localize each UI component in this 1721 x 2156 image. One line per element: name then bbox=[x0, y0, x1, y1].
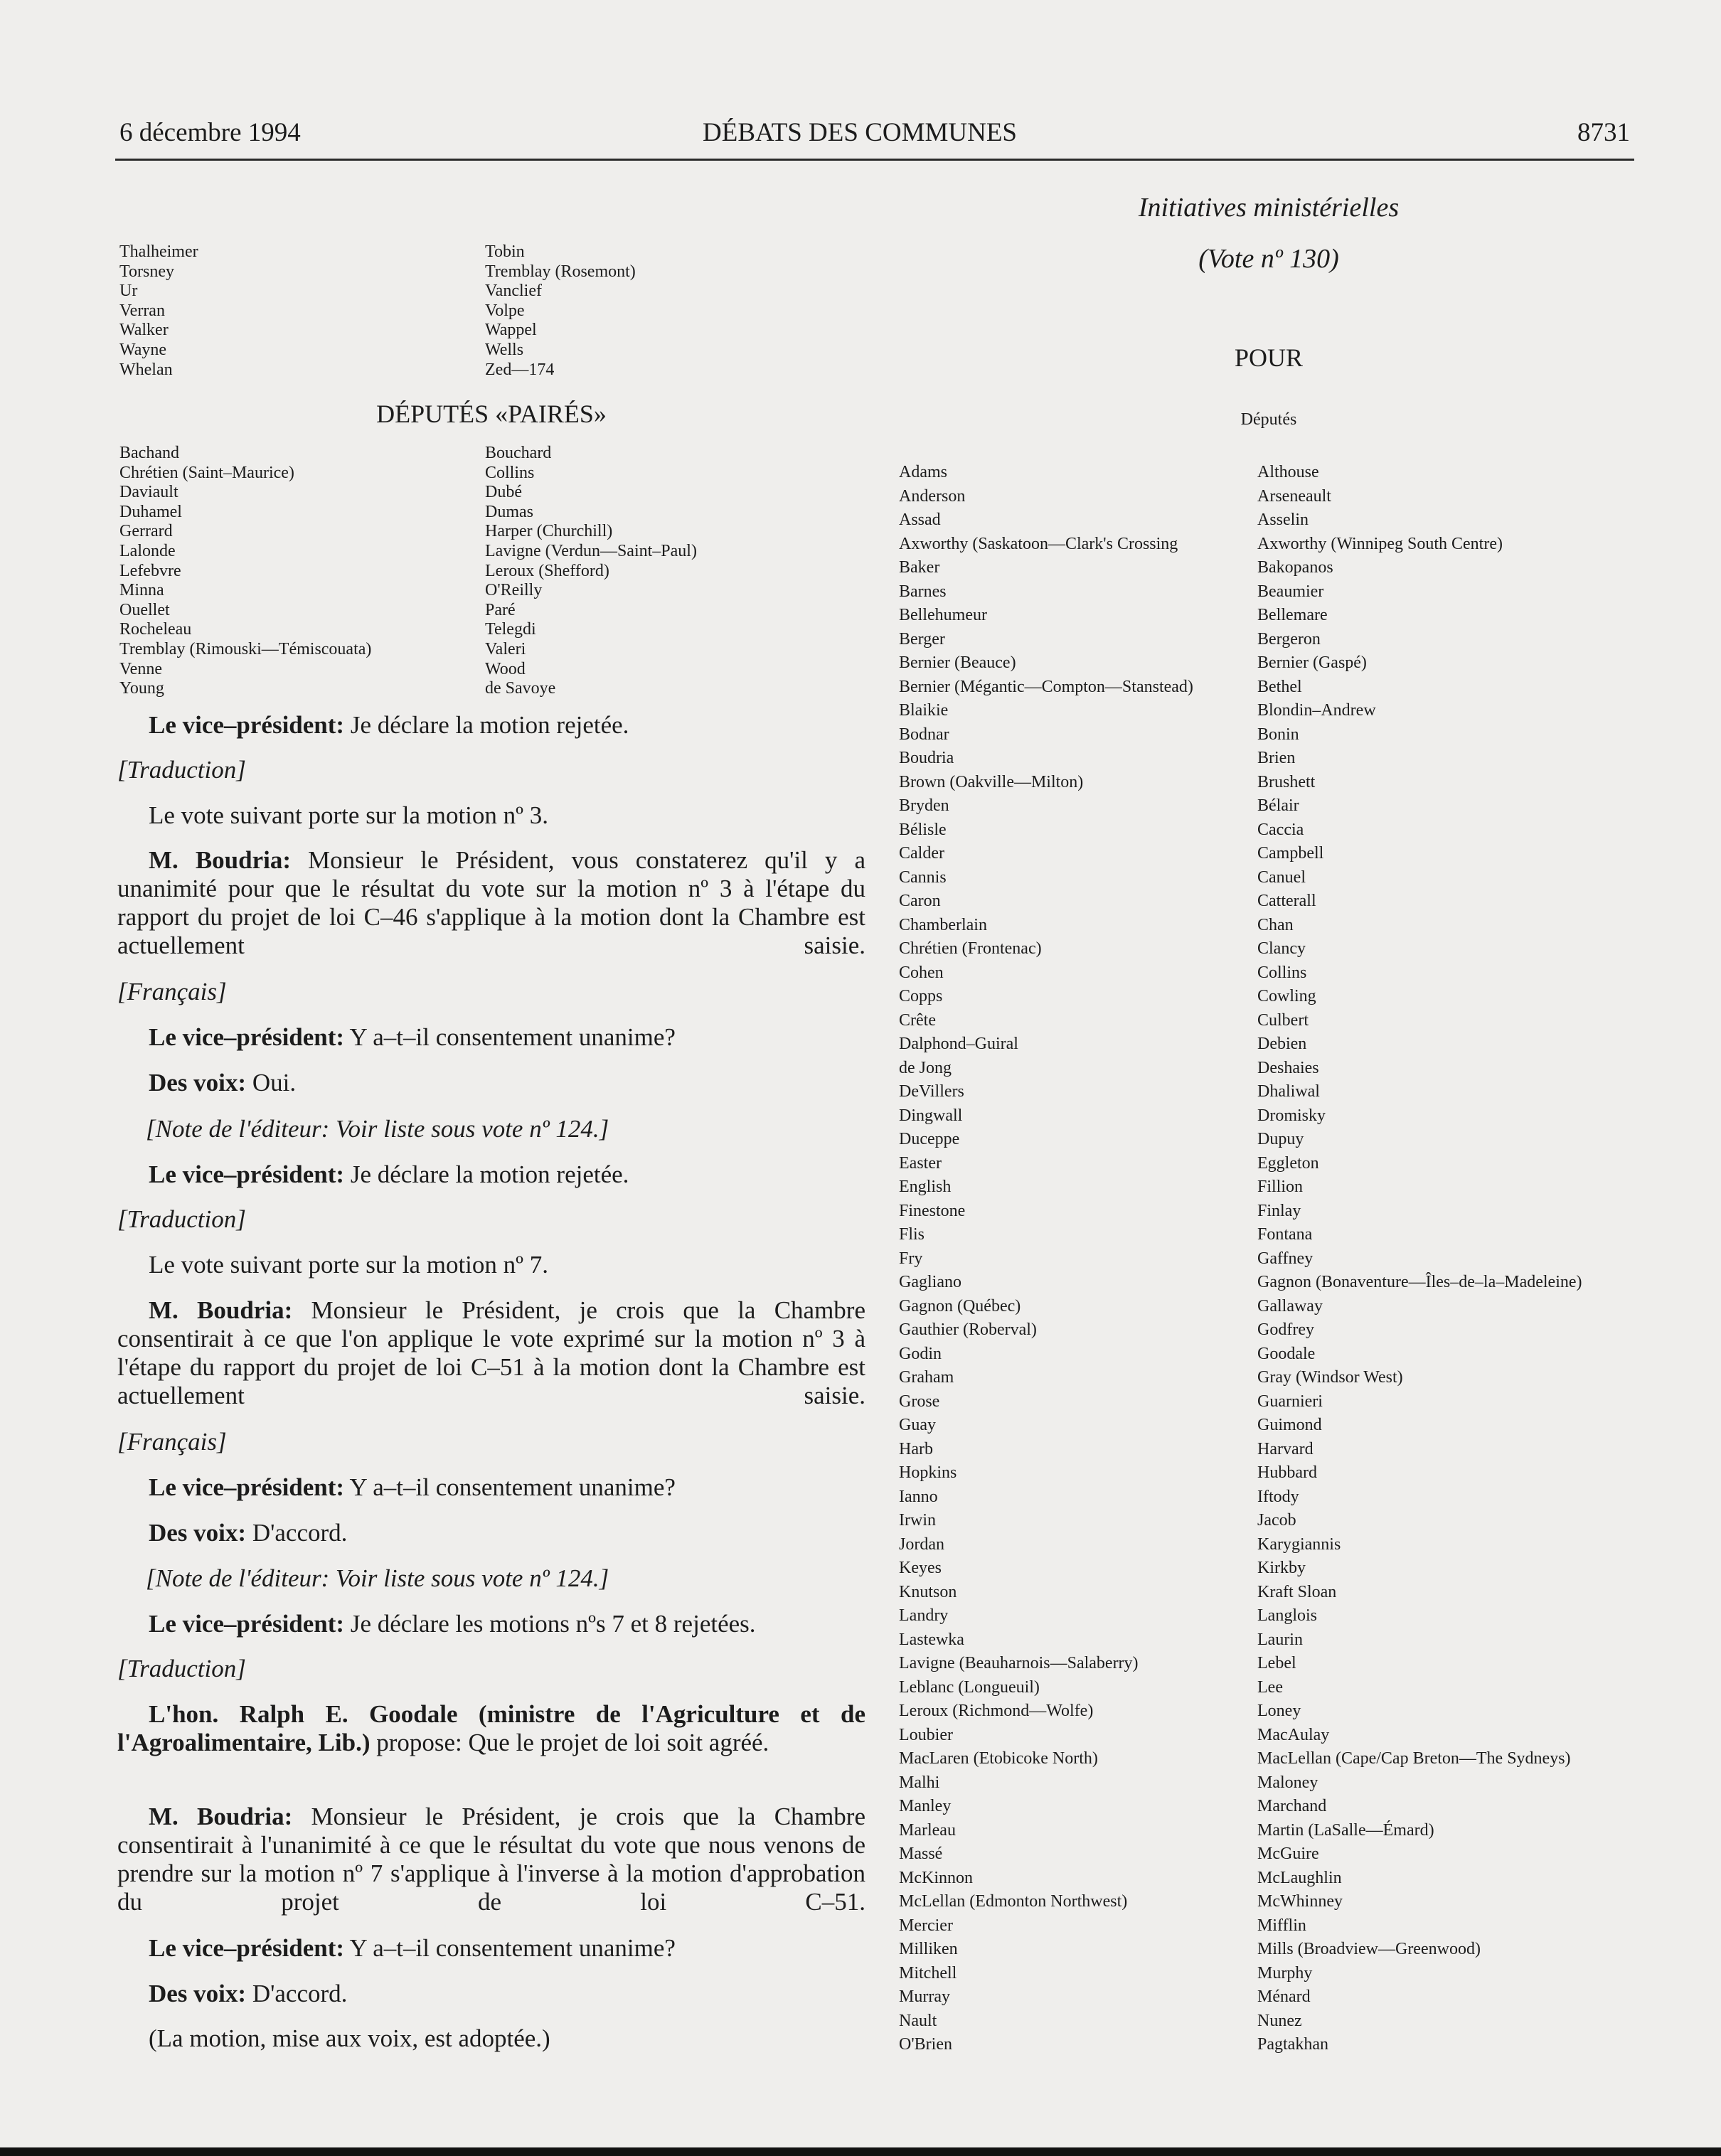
debate-paragraph bbox=[117, 1700, 865, 1757]
name-list-left-a bbox=[119, 242, 198, 380]
list-item: Arseneault bbox=[1257, 486, 1331, 506]
list-item: McGuire bbox=[1257, 1845, 1319, 1863]
list-item: Valeri bbox=[485, 639, 526, 658]
list-item: Barnes bbox=[899, 582, 947, 601]
language-note: [Français] bbox=[117, 1428, 227, 1456]
list-item: Bernier (Gaspé) bbox=[1257, 653, 1367, 672]
list-item: Maloney bbox=[1257, 1773, 1318, 1792]
list-item: Milliken bbox=[899, 1940, 958, 1958]
list-item: DeVillers bbox=[899, 1082, 964, 1101]
list-item: Bélair bbox=[1257, 796, 1299, 815]
list-item: Deshaies bbox=[1257, 1058, 1319, 1077]
list-item: Dromisky bbox=[1257, 1106, 1326, 1125]
list-item: Murphy bbox=[1257, 1963, 1313, 1982]
list-item: Chrétien (Frontenac) bbox=[899, 939, 1042, 958]
list-item: Gagnon (Québec) bbox=[899, 1296, 1021, 1316]
speech-text: Y a–t–il consentement unanime? bbox=[344, 1473, 676, 1501]
list-item: Easter bbox=[899, 1153, 942, 1173]
list-item: Brien bbox=[1257, 749, 1296, 767]
list-item: Copps bbox=[899, 987, 943, 1005]
list-item: Manley bbox=[899, 1797, 952, 1815]
list-item: Chrétien (Saint–Maurice) bbox=[119, 463, 294, 482]
speaker: Le vice–président: bbox=[149, 711, 345, 739]
list-item: Kraft Sloan bbox=[1257, 1582, 1337, 1601]
list-item: de Jong bbox=[899, 1058, 952, 1077]
speaker: Le vice–président: bbox=[149, 1610, 345, 1638]
list-item: Laurin bbox=[1257, 1630, 1303, 1649]
list-item: Whelan bbox=[119, 360, 173, 379]
list-item: McKinnon bbox=[899, 1868, 973, 1887]
list-item: Duhamel bbox=[119, 502, 182, 521]
list-item: Murray bbox=[899, 1987, 950, 2006]
debate-paragraph bbox=[117, 1980, 865, 2008]
list-item: Collins bbox=[485, 463, 535, 482]
list-item: Bonin bbox=[1257, 725, 1299, 744]
list-item: Daviault bbox=[119, 483, 179, 502]
list-item: Catterall bbox=[1257, 892, 1316, 910]
list-item: Thalheimer bbox=[119, 242, 198, 261]
list-item: Wells bbox=[485, 340, 524, 359]
speech-text: Monsieur le Président, vous constaterez qu'il y a unanimité pour que le résultat du vote sur la motion nº 3 à l'étape du rapport du projet de loi C–46 s'applique à la motion dont la Chambre est actuellement saisie. bbox=[117, 846, 865, 959]
list-item: Paré bbox=[485, 600, 516, 619]
list-item: Berger bbox=[899, 629, 945, 649]
list-item: Marchand bbox=[1257, 1797, 1327, 1815]
list-item: Crête bbox=[899, 1010, 936, 1030]
list-item: Althouse bbox=[1257, 463, 1319, 481]
list-item: Bodnar bbox=[899, 725, 949, 744]
name-list-left-b bbox=[485, 242, 636, 380]
speaker: M. Boudria: bbox=[149, 846, 292, 874]
speaker: Des voix: bbox=[149, 1069, 247, 1096]
list-item: Ménard bbox=[1257, 1987, 1311, 2006]
list-item: Nunez bbox=[1257, 2011, 1302, 2030]
speech-text: Je déclare les motions nºs 7 et 8 rejetées. bbox=[344, 1610, 756, 1638]
scan-edge bbox=[0, 2147, 1721, 2156]
list-item: Lebel bbox=[1257, 1654, 1296, 1672]
list-item: Mercier bbox=[899, 1916, 953, 1935]
list-item: Mills (Broadview—Greenwood) bbox=[1257, 1940, 1481, 1958]
list-item: Cowling bbox=[1257, 987, 1316, 1005]
list-item: Landry bbox=[899, 1606, 949, 1625]
list-item: Guimond bbox=[1257, 1416, 1322, 1434]
speaker: M. Boudria: bbox=[149, 1803, 293, 1830]
list-item: Gaffney bbox=[1257, 1249, 1314, 1268]
debate-paragraph bbox=[117, 846, 865, 960]
list-item: Hubbard bbox=[1257, 1463, 1317, 1482]
list-item: Guay bbox=[899, 1416, 936, 1434]
list-item: Blaikie bbox=[899, 701, 949, 720]
list-item: Caccia bbox=[1257, 820, 1304, 839]
list-item: Bachand bbox=[119, 444, 179, 462]
list-item: Goodale bbox=[1257, 1344, 1316, 1363]
list-item: Torsney bbox=[119, 262, 174, 281]
list-item: MacLellan (Cape/Cap Breton—The Sydneys) bbox=[1257, 1749, 1571, 1768]
debate-paragraph bbox=[117, 1296, 865, 1410]
list-item: Lavigne (Verdun—Saint–Paul) bbox=[485, 541, 697, 560]
list-item: Hopkins bbox=[899, 1463, 957, 1482]
list-item: Tremblay (Rimouski—Témiscouata) bbox=[119, 639, 372, 658]
speaker: L'hon. Ralph E. Goodale (ministre de l'Agriculture et de l'Agroalimentaire, Lib.) bbox=[117, 1700, 865, 1756]
list-item: Axworthy (Saskatoon—Clark's Crossing bbox=[899, 534, 1178, 553]
list-item: Culbert bbox=[1257, 1010, 1309, 1030]
list-item: Tremblay (Rosemont) bbox=[485, 262, 636, 281]
list-item: Mitchell bbox=[899, 1963, 957, 1982]
list-item: Knutson bbox=[899, 1582, 957, 1601]
debate-paragraph: Le vote suivant porte sur la motion nº 3. bbox=[149, 801, 548, 829]
list-item: Minna bbox=[119, 581, 164, 600]
list-item: Beaumier bbox=[1257, 582, 1324, 601]
speech-text: propose: Que le projet de loi soit agréé. bbox=[370, 1729, 769, 1756]
page-date: 6 décembre 1994 bbox=[119, 118, 301, 147]
list-item: Anderson bbox=[899, 486, 966, 506]
list-item: MacLaren (Etobicoke North) bbox=[899, 1749, 1098, 1768]
list-item: Collins bbox=[1257, 963, 1307, 982]
list-item: Cannis bbox=[899, 868, 947, 887]
paired-heading: DÉPUTÉS «PAIRÉS» bbox=[376, 400, 607, 428]
list-item: Malhi bbox=[899, 1773, 940, 1792]
debate-paragraph: (La motion, mise aux voix, est adoptée.) bbox=[149, 2024, 550, 2052]
language-note: [Traduction] bbox=[117, 1655, 246, 1682]
list-item: Canuel bbox=[1257, 868, 1306, 887]
list-item: Leblanc (Longueuil) bbox=[899, 1677, 1040, 1697]
speech-text: Monsieur le Président, je crois que la Chambre consentirait à ce que l'on applique le vote exprimé sur la motion nº 3 à l'étape du rapport du projet de loi C–51 à la motion dont la Chambre est actuellement saisie. bbox=[117, 1296, 865, 1409]
list-item: Young bbox=[119, 679, 164, 698]
list-item: Finestone bbox=[899, 1201, 966, 1220]
debate-paragraph bbox=[117, 1803, 865, 1916]
list-item: Godfrey bbox=[1257, 1320, 1314, 1339]
list-item: Wappel bbox=[485, 321, 537, 340]
vote-number: (Vote nº 130) bbox=[1198, 244, 1339, 274]
list-item: Fontana bbox=[1257, 1225, 1313, 1244]
list-item: Eggleton bbox=[1257, 1153, 1319, 1173]
list-item: McWhinney bbox=[1257, 1892, 1343, 1911]
list-item: Bernier (Mégantic—Compton—Stanstead) bbox=[899, 677, 1193, 696]
list-item: Flis bbox=[899, 1225, 925, 1244]
speech-text: Je déclare la motion rejetée. bbox=[344, 1160, 629, 1188]
editor-note: [Note de l'éditeur: Voir liste sous vote nº 124.] bbox=[146, 1564, 609, 1592]
list-item: Wayne bbox=[119, 340, 167, 359]
list-item: Mifflin bbox=[1257, 1916, 1306, 1935]
list-item: Guarnieri bbox=[1257, 1392, 1323, 1411]
list-item: Lalonde bbox=[119, 541, 176, 560]
language-note: [Traduction] bbox=[117, 756, 246, 784]
list-item: Brushett bbox=[1257, 772, 1316, 791]
list-item: Irwin bbox=[899, 1511, 936, 1530]
list-item: Godin bbox=[899, 1344, 942, 1363]
list-item: Caron bbox=[899, 892, 941, 910]
list-item: Venne bbox=[119, 659, 162, 678]
list-item: Harper (Churchill) bbox=[485, 522, 613, 541]
list-item: Gagliano bbox=[899, 1273, 961, 1291]
list-item: Bellehumeur bbox=[899, 606, 987, 624]
page-number: 8731 bbox=[1577, 118, 1630, 147]
list-item: Walker bbox=[119, 321, 169, 340]
list-item: Martin (LaSalle—Émard) bbox=[1257, 1820, 1434, 1840]
speaker: Le vice–président: bbox=[149, 1160, 345, 1188]
language-note: [Français] bbox=[117, 978, 227, 1005]
list-item: Jacob bbox=[1257, 1511, 1296, 1530]
debate-paragraph bbox=[117, 1610, 865, 1638]
speech-text: Oui. bbox=[246, 1069, 297, 1096]
list-item: Karygiannis bbox=[1257, 1535, 1341, 1554]
list-item: Loubier bbox=[899, 1725, 953, 1744]
list-item: Iftody bbox=[1257, 1487, 1299, 1506]
list-item: Finlay bbox=[1257, 1201, 1301, 1220]
speaker: Le vice–président: bbox=[149, 1934, 345, 1962]
section-title: Initiatives ministérielles bbox=[1138, 193, 1400, 223]
debate-paragraph bbox=[117, 1934, 865, 1963]
list-item: Leroux (Shefford) bbox=[485, 561, 609, 580]
debate-paragraph bbox=[117, 1160, 865, 1189]
list-item: Ur bbox=[119, 282, 138, 301]
list-item: Gray (Windsor West) bbox=[1257, 1368, 1403, 1387]
vote-list-col-a bbox=[899, 461, 1193, 2057]
vote-subheading: Députés bbox=[1240, 410, 1297, 429]
speech-text: Y a–t–il consentement unanime? bbox=[344, 1023, 676, 1051]
list-item: Zed—174 bbox=[485, 360, 555, 379]
list-item: Jordan bbox=[899, 1535, 944, 1554]
list-item: Leroux (Richmond—Wolfe) bbox=[899, 1702, 1094, 1720]
list-item: Volpe bbox=[485, 301, 525, 320]
list-item: Grose bbox=[899, 1392, 940, 1411]
list-item: Bouchard bbox=[485, 444, 552, 462]
debate-paragraph bbox=[117, 1069, 865, 1097]
list-item: Fillion bbox=[1257, 1178, 1304, 1196]
list-item: Dumas bbox=[485, 502, 533, 521]
language-note: [Traduction] bbox=[117, 1205, 246, 1233]
list-item: Asselin bbox=[1257, 511, 1309, 529]
list-item: McLaughlin bbox=[1257, 1868, 1342, 1887]
vote-heading-pour: POUR bbox=[1234, 343, 1304, 372]
list-item: Gauthier (Roberval) bbox=[899, 1320, 1037, 1339]
list-item: Gallaway bbox=[1257, 1296, 1323, 1316]
list-item: Bélisle bbox=[899, 820, 947, 839]
list-item: Bethel bbox=[1257, 677, 1302, 696]
list-item: de Savoye bbox=[485, 679, 556, 698]
list-item: Duceppe bbox=[899, 1130, 960, 1148]
speech-text: D'accord. bbox=[246, 1519, 348, 1547]
list-item: Vanclief bbox=[485, 282, 542, 301]
speech-text: Y a–t–il consentement unanime? bbox=[344, 1934, 676, 1962]
list-item: Ouellet bbox=[119, 600, 170, 619]
list-item: Loney bbox=[1257, 1702, 1301, 1720]
list-item: Clancy bbox=[1257, 939, 1306, 958]
vote-list-col-b bbox=[1257, 461, 1582, 2057]
list-item: Kirkby bbox=[1257, 1559, 1306, 1577]
list-item: Adams bbox=[899, 463, 947, 481]
debate-paragraph: Le vote suivant porte sur la motion nº 7. bbox=[149, 1251, 548, 1279]
list-item: Keyes bbox=[899, 1559, 942, 1577]
debate-paragraph bbox=[117, 1519, 865, 1547]
list-item: Marleau bbox=[899, 1820, 956, 1840]
list-item: Graham bbox=[899, 1368, 954, 1387]
list-item: Gagnon (Bonaventure—Îles–de–la–Madeleine) bbox=[1257, 1273, 1582, 1291]
list-item: Bergeron bbox=[1257, 629, 1321, 649]
speaker: M. Boudria: bbox=[149, 1296, 293, 1324]
list-item: Cohen bbox=[899, 963, 944, 982]
list-item: Lastewka bbox=[899, 1630, 964, 1649]
speaker: Des voix: bbox=[149, 1519, 247, 1547]
list-item: Tobin bbox=[485, 242, 525, 261]
list-item: Pagtakhan bbox=[1257, 2035, 1328, 2054]
list-item: Dhaliwal bbox=[1257, 1082, 1320, 1101]
list-item: Lefebvre bbox=[119, 561, 181, 580]
list-item: Chan bbox=[1257, 915, 1294, 934]
list-item: Bryden bbox=[899, 796, 949, 815]
list-item: English bbox=[899, 1178, 952, 1196]
list-item: MacAulay bbox=[1257, 1725, 1330, 1744]
speaker: Des voix: bbox=[149, 1980, 247, 2007]
list-item: Rocheleau bbox=[119, 620, 192, 639]
page-title: DÉBATS DES COMMUNES bbox=[703, 118, 1018, 147]
list-item: Dupuy bbox=[1257, 1130, 1304, 1148]
speech-text: D'accord. bbox=[246, 1980, 348, 2007]
list-item: Bellemare bbox=[1257, 606, 1328, 624]
list-item: McLellan (Edmonton Northwest) bbox=[899, 1892, 1128, 1911]
list-item: Brown (Oakville—Milton) bbox=[899, 772, 1084, 791]
editor-note: [Note de l'éditeur: Voir liste sous vote nº 124.] bbox=[146, 1115, 609, 1143]
list-item: Telegdi bbox=[485, 620, 536, 639]
debate-paragraph bbox=[117, 1473, 865, 1502]
list-item: Calder bbox=[899, 844, 944, 863]
speaker: Le vice–président: bbox=[149, 1473, 345, 1501]
list-item: O'Brien bbox=[899, 2035, 952, 2054]
list-item: Assad bbox=[899, 511, 941, 529]
list-item: Lee bbox=[1257, 1677, 1283, 1697]
header-rule bbox=[115, 159, 1634, 161]
list-item: Axworthy (Winnipeg South Centre) bbox=[1257, 534, 1503, 553]
list-item: Dubé bbox=[485, 483, 522, 502]
list-item: Bakopanos bbox=[1257, 558, 1333, 577]
list-item: Boudria bbox=[899, 749, 954, 767]
list-item: Harvard bbox=[1257, 1439, 1314, 1458]
list-item: Baker bbox=[899, 558, 940, 577]
list-item: Dalphond–Guiral bbox=[899, 1035, 1018, 1053]
list-item: Harb bbox=[899, 1439, 933, 1458]
list-item: Verran bbox=[119, 301, 165, 320]
list-item: Dingwall bbox=[899, 1106, 963, 1125]
paired-list-a bbox=[119, 444, 371, 699]
list-item: Iannо bbox=[899, 1487, 938, 1506]
debate-paragraph bbox=[117, 711, 865, 740]
list-item: Langlois bbox=[1257, 1606, 1317, 1625]
speech-text: Monsieur le Président, je crois que la Chambre consentirait à l'unanimité à ce que le résultat du vote que nous venons de prendre sur la motion nº 7 s'applique à l'inverse à la motion d'approbation du projet de loi C–51. bbox=[117, 1803, 865, 1916]
list-item: Bernier (Beauce) bbox=[899, 653, 1016, 672]
list-item: Fry bbox=[899, 1249, 923, 1268]
list-item: Debien bbox=[1257, 1035, 1307, 1053]
list-item: Lavigne (Beauharnois—Salaberry) bbox=[899, 1654, 1139, 1672]
list-item: Wood bbox=[485, 659, 526, 678]
speaker: Le vice–président: bbox=[149, 1023, 345, 1051]
debate-paragraph bbox=[117, 1023, 865, 1052]
list-item: O'Reilly bbox=[485, 581, 543, 600]
list-item: Chamberlain bbox=[899, 915, 987, 934]
list-item: Massé bbox=[899, 1845, 943, 1863]
paired-list-b bbox=[485, 444, 697, 699]
list-item: Nault bbox=[899, 2011, 937, 2030]
list-item: Campbell bbox=[1257, 844, 1324, 863]
list-item: Gerrard bbox=[119, 522, 173, 541]
speech-text: Je déclare la motion rejetée. bbox=[344, 711, 629, 739]
list-item: Blondin–Andrew bbox=[1257, 701, 1376, 720]
